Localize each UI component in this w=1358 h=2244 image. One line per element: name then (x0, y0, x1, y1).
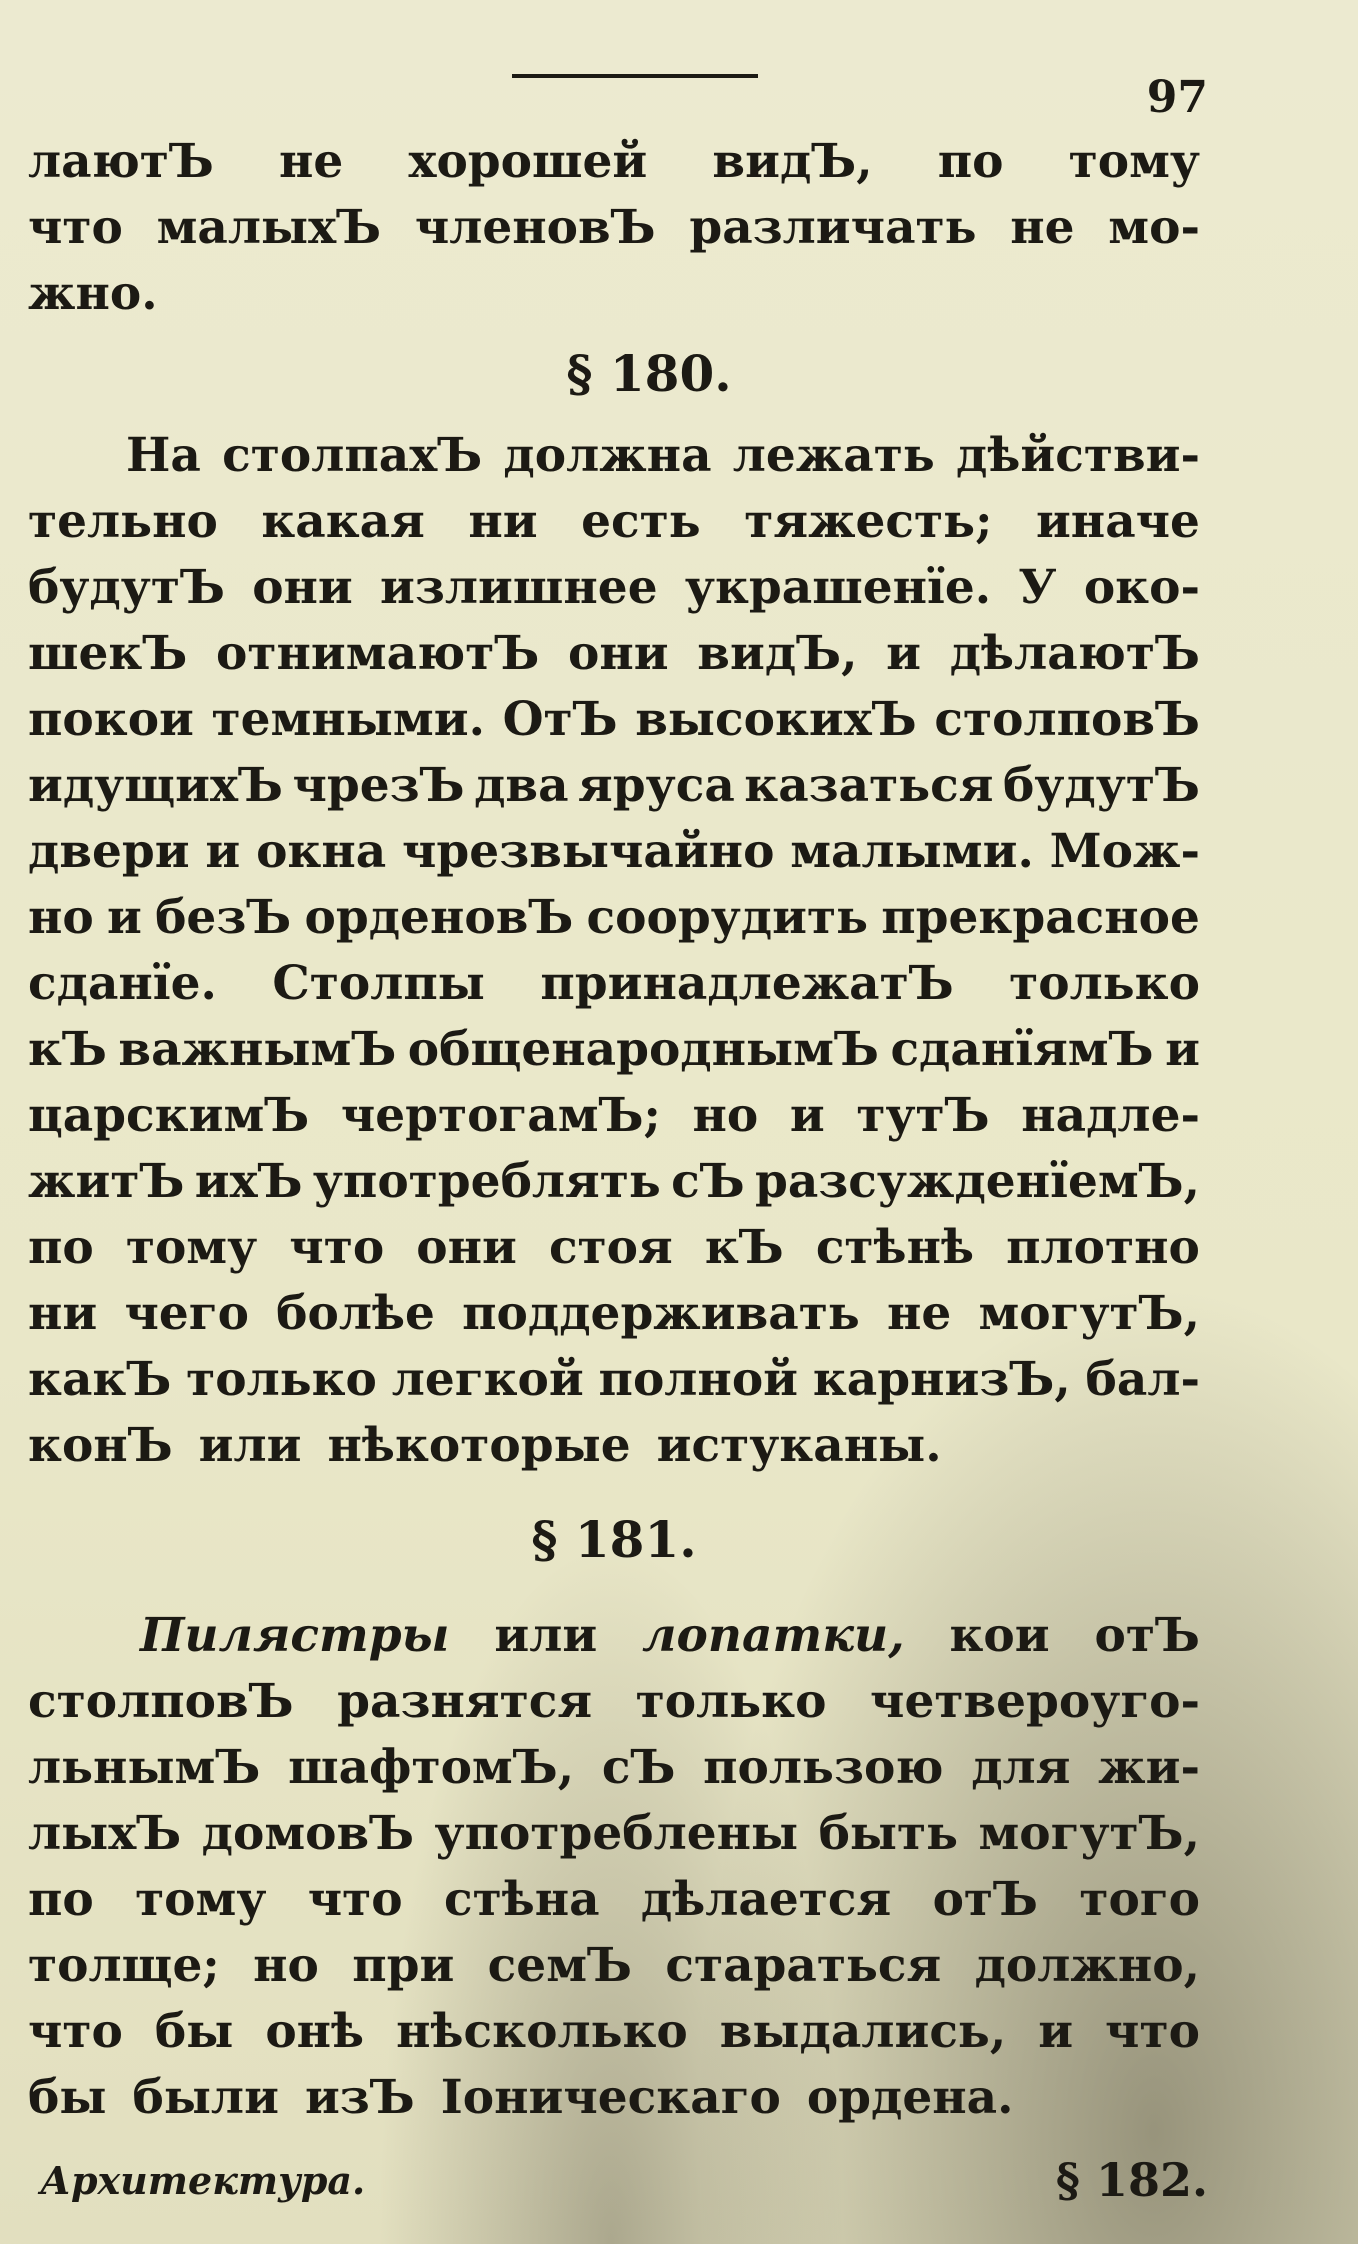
word: шафтомЪ, (288, 1739, 575, 1795)
word: жно. (28, 265, 158, 321)
text-line (28, 1412, 1200, 1478)
word: ордена. (806, 2069, 1014, 2125)
word: принадлежатЪ (540, 955, 954, 1011)
word: и (789, 1087, 825, 1143)
word: только (635, 1673, 827, 1729)
term-pilasters: Пилястры (140, 1607, 450, 1663)
word: видЪ, (697, 625, 858, 681)
word: что (28, 2003, 123, 2059)
word: но (253, 1937, 319, 1993)
text-line (28, 128, 1200, 194)
word: царскимЪ (28, 1087, 310, 1143)
word: того (1079, 1871, 1200, 1927)
text-line (28, 1082, 1200, 1148)
word: ОтЪ (502, 691, 618, 747)
text-line (28, 1602, 1200, 1668)
word: ихЪ (194, 1153, 303, 1209)
word: для (971, 1739, 1071, 1795)
word: болѣе (276, 1285, 435, 1341)
word: тельно (28, 493, 218, 549)
word: не (886, 1285, 952, 1341)
section-heading-181: § 181. (531, 1510, 697, 1569)
word: и (106, 889, 142, 945)
word: шекЪ (28, 625, 188, 681)
text-line (28, 554, 1200, 620)
word: только (186, 1351, 377, 1407)
word: яруса (578, 757, 735, 813)
word: пользою (703, 1739, 944, 1795)
word: должно, (974, 1937, 1200, 1993)
word: важнымЪ (118, 1021, 397, 1077)
page-footer (40, 2150, 1208, 2210)
word: по (28, 1219, 94, 1275)
text-line (28, 1866, 1200, 1932)
text-line (28, 422, 1200, 488)
word: употреблены (434, 1805, 799, 1861)
word: есть (581, 493, 701, 549)
word: тому (1068, 133, 1200, 189)
word: что (1105, 2003, 1200, 2059)
word: бал- (1085, 1351, 1200, 1407)
word: мо- (1108, 199, 1200, 255)
word: иначе (1035, 493, 1200, 549)
word: украшенїе. (684, 559, 992, 615)
word: они (568, 625, 669, 681)
text-line (28, 752, 1200, 818)
text-line (28, 2064, 1200, 2130)
word: льнымЪ (28, 1739, 261, 1795)
word: чертогамЪ; (340, 1087, 661, 1143)
word: стараться (665, 1937, 942, 1993)
section-181-lines (28, 1668, 1200, 2130)
word: онѣ (265, 2003, 365, 2059)
word: толще; (28, 1937, 220, 1993)
word: сЪ (671, 1153, 745, 1209)
text-line (28, 620, 1200, 686)
word: жи- (1098, 1739, 1200, 1795)
word: отЪ (1094, 1607, 1200, 1663)
word: могутЪ, (978, 1805, 1200, 1861)
word: но (28, 889, 94, 945)
word: различать (689, 199, 977, 255)
word: столповЪ (28, 1673, 294, 1729)
word: темными. (211, 691, 485, 747)
word: излишнее (380, 559, 658, 615)
word: стѣна (443, 1871, 600, 1927)
word: Столпы (272, 955, 485, 1011)
word: дѣйстви- (956, 427, 1200, 483)
word: по (937, 133, 1004, 189)
word: прекрасное (881, 889, 1200, 945)
word: чрезЪ (292, 757, 465, 813)
word: кЪ (704, 1219, 784, 1275)
word: какая (261, 493, 425, 549)
word: кои (949, 1607, 1050, 1663)
page-text (28, 128, 1200, 2130)
word: сданїе. (28, 955, 217, 1011)
word: видЪ, (712, 133, 873, 189)
word: плотно (1006, 1219, 1200, 1275)
text-line (28, 1668, 1200, 1734)
word: ни (28, 1285, 98, 1341)
text-line (28, 1734, 1200, 1800)
word: двери (28, 823, 190, 879)
word: при (352, 1937, 455, 1993)
section-180-paragraph (28, 422, 1200, 1478)
text-line (28, 194, 1200, 260)
signature-mark: Архитектура. (40, 2157, 366, 2203)
word: малыми. (790, 823, 1034, 879)
word: четвероуго- (870, 1673, 1200, 1729)
section-181-paragraph (28, 1602, 1200, 2130)
text-line (28, 686, 1200, 752)
word: соорудить (586, 889, 869, 945)
text-line (28, 1214, 1200, 1280)
word: казаться (744, 757, 994, 813)
word: семЪ (487, 1937, 632, 1993)
text-line (28, 818, 1200, 884)
text-line (28, 1016, 1200, 1082)
word: и (1165, 1021, 1200, 1077)
header-rule (512, 74, 758, 78)
word: что (289, 1219, 385, 1275)
word: изЪ (304, 2069, 415, 2125)
word: членовЪ (414, 199, 656, 255)
word: что (28, 199, 123, 255)
word: дѣлаютЪ (949, 625, 1200, 681)
word: тому (135, 1871, 267, 1927)
word: что (307, 1871, 403, 1927)
word: будутЪ (1003, 757, 1200, 813)
text-line (28, 488, 1200, 554)
word: нѣсколько (396, 2003, 688, 2059)
word: нѣкоторые (327, 1417, 631, 1473)
word: тому (125, 1219, 258, 1275)
word: столпахЪ (222, 427, 483, 483)
word: сданїямЪ (890, 1021, 1154, 1077)
word: покои (28, 691, 194, 747)
word: стѣнѣ (815, 1219, 975, 1275)
word: око- (1083, 559, 1200, 615)
word: они (252, 559, 353, 615)
word: карнизЪ, (812, 1351, 1071, 1407)
word: ни (468, 493, 538, 549)
word: бы (154, 2003, 234, 2059)
word: бы (28, 2069, 107, 2125)
word: окна (256, 823, 387, 879)
word: Мож- (1049, 823, 1200, 879)
word: разнятся (337, 1673, 593, 1729)
word: идущихЪ (28, 757, 283, 813)
word: поддерживать (462, 1285, 860, 1341)
word: тутЪ (856, 1087, 990, 1143)
word: кЪ (28, 1021, 107, 1077)
text-line (28, 1280, 1200, 1346)
word: отЪ (932, 1871, 1039, 1927)
word: житЪ (28, 1153, 185, 1209)
word: Іоническаго (440, 2069, 781, 2125)
word: На (126, 427, 201, 483)
word: только (1009, 955, 1200, 1011)
text-line (28, 1800, 1200, 1866)
word: но (692, 1087, 759, 1143)
word: могутЪ, (978, 1285, 1200, 1341)
word: и (1038, 2003, 1074, 2059)
word: не (279, 133, 344, 189)
word: или (494, 1607, 598, 1663)
word: лаютЪ (28, 133, 214, 189)
word: какЪ (28, 1351, 172, 1407)
word: и (205, 823, 241, 879)
word: чего (124, 1285, 249, 1341)
continuation-paragraph (28, 128, 1200, 326)
text-line (28, 1932, 1200, 1998)
word: хорошей (408, 133, 648, 189)
word: тяжесть; (744, 493, 993, 549)
word: чрезвычайно (402, 823, 775, 879)
word: выдались, (719, 2003, 1007, 2059)
word: общенароднымЪ (407, 1021, 879, 1077)
word: лежать (732, 427, 935, 483)
word: надле- (1021, 1087, 1200, 1143)
word: будутЪ (28, 559, 225, 615)
word: употреблять (312, 1153, 661, 1209)
term-lopatki: лопатки, (642, 1607, 905, 1663)
word: домовЪ (201, 1805, 415, 1861)
page-number: 97 (1146, 72, 1208, 123)
text-line (28, 884, 1200, 950)
word: легкой (391, 1351, 584, 1407)
text-line (28, 1998, 1200, 2064)
word: сЪ (601, 1739, 676, 1795)
word: конЪ (28, 1417, 173, 1473)
section-heading-180: § 180. (566, 344, 732, 403)
catchword: § 182. (1055, 2153, 1208, 2207)
text-line (28, 1148, 1200, 1214)
word: не (1010, 199, 1075, 255)
word: разсужденїемЪ, (754, 1153, 1200, 1209)
word: стоя (548, 1219, 673, 1275)
word: лыхЪ (28, 1805, 182, 1861)
word: орденовЪ (304, 889, 574, 945)
word: должна (503, 427, 712, 483)
text-line (28, 950, 1200, 1016)
word: высокихЪ (635, 691, 917, 747)
word: или (198, 1417, 302, 1473)
word: два (474, 757, 569, 813)
word: были (132, 2069, 279, 2125)
word: малыхЪ (156, 199, 382, 255)
word: отнимаютЪ (216, 625, 540, 681)
word: столповЪ (934, 691, 1200, 747)
word: истуканы. (656, 1417, 942, 1473)
word: быть (818, 1805, 959, 1861)
word: безЪ (155, 889, 292, 945)
text-line (28, 260, 1200, 326)
word: дѣлается (640, 1871, 892, 1927)
word: полной (598, 1351, 799, 1407)
word: и (886, 625, 922, 681)
word: У (1018, 559, 1057, 615)
word: по (28, 1871, 94, 1927)
text-line (28, 1346, 1200, 1412)
word: они (416, 1219, 517, 1275)
